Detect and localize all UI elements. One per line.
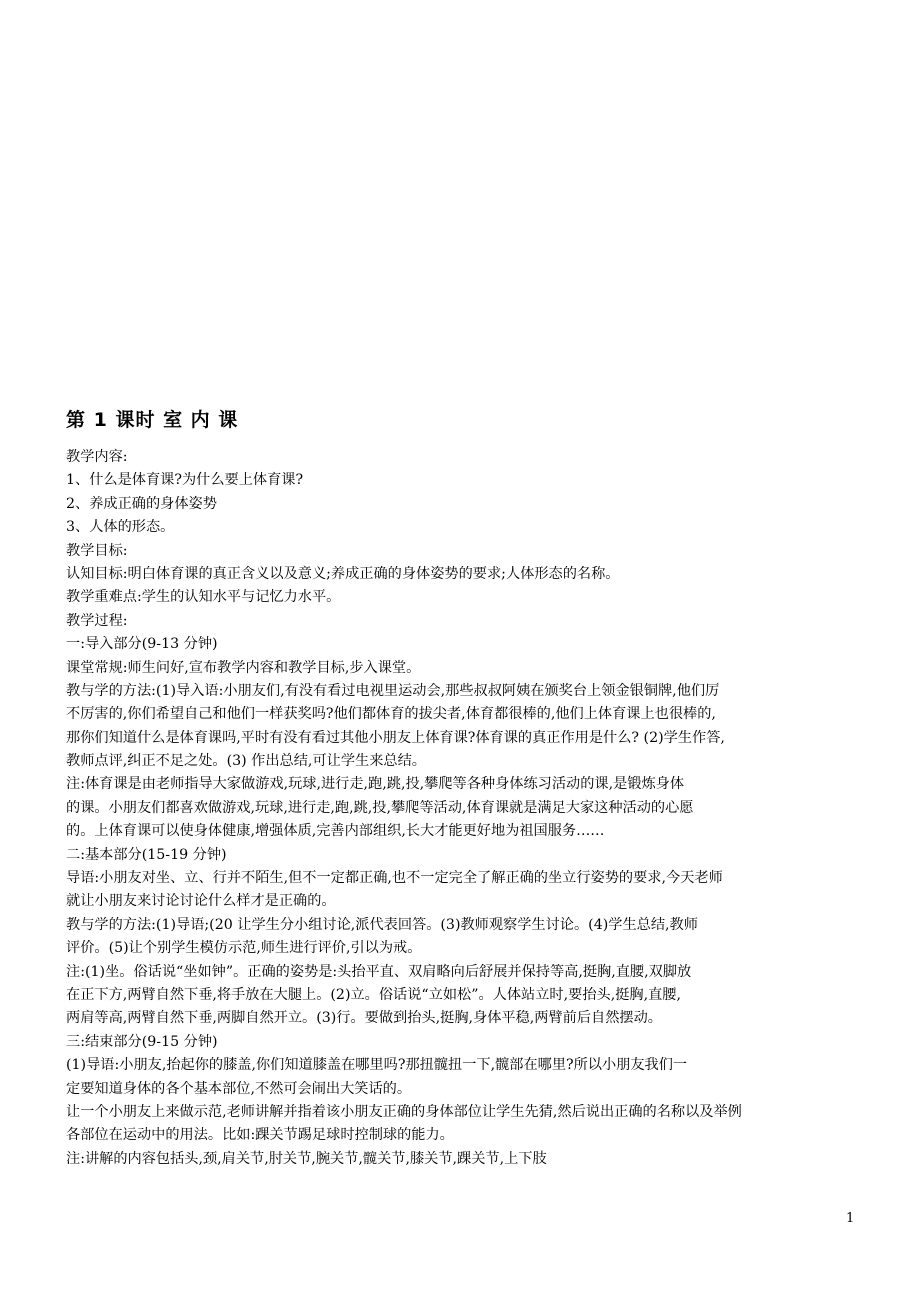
text-line: 认知目标:明白体育课的真正含义以及意义;养成正确的身体姿势的要求;人体形态的名称。 — [66, 565, 620, 582]
lesson-body — [66, 446, 856, 1171]
text-line: 教学内容: — [66, 449, 128, 465]
text-line: 两肩等高,两臂自然下垂,两脚自然开立。(3)行。要做到抬头,挺胸,身体平稳,两臂前后自然摆动。 — [66, 1010, 662, 1027]
text-line: 导语:小朋友对坐、立、行并不陌生,但不一定都正确,也不一定完全了解正确的坐立行姿势的要求,今天老师 — [66, 870, 723, 887]
text-line: 不厉害的,你们希望自己和他们一样获奖吗?他们都体育的拔尖者,体育都很棒的,他们上体育课上也很棒的, — [66, 706, 716, 723]
text-line: 一:导入部分(9-13 分钟) — [66, 636, 218, 653]
text-line: 教师点评,纠正不足之处。(3) 作出总结,可让学生来总结。 — [66, 753, 426, 770]
text-line: 评价。(5)让个别学生模仿示范,师生进行评价,引以为戒。 — [66, 940, 422, 957]
lesson-title: 第 1 课时 室 内 课 — [66, 409, 239, 431]
text-line: 课堂常规:师生问好,宣布教学内容和教学目标,步入课堂。 — [66, 659, 421, 676]
text-line: 的课。小朋友们都喜欢做游戏,玩球,进行走,跑,跳,投,攀爬等活动,体育课就是满足大家这种活动的心愿 — [66, 799, 694, 816]
text-line: 1、什么是体育课?为什么要上体育课? — [66, 472, 304, 489]
text-line: 二:基本部分(15-19 分钟) — [66, 846, 227, 863]
text-line: 就让小朋友来讨论讨论什么样才是正确的。 — [66, 893, 336, 910]
text-line: 那你们知道什么是体育课吗,平时有没有看过其他小朋友上体育课?体育课的真正作用是什么? (2)学生作答, — [66, 729, 725, 746]
text-line: 3、人体的形态。 — [66, 519, 175, 536]
text-line: 教与学的方法:(1)导入语:小朋友们,有没有看过电视里运动会,那些叔叔阿姨在颁奖台上领金银铜牌,他们厉 — [66, 682, 720, 699]
text-line: 教学重难点:学生的认知水平与记忆力水平。 — [66, 589, 341, 606]
text-line: 2、养成正确的身体姿势 — [66, 495, 217, 512]
text-line: 教学目标: — [66, 542, 128, 559]
text-line: 注:(1)坐。俗话说“坐如钟”。正确的姿势是:头抬平直、双肩略向后舒展并保持等高,挺胸,直腰,双脚放 — [66, 963, 692, 980]
text-line: 教学过程: — [66, 612, 128, 629]
text-line: 在正下方,两臂自然下垂,将手放在大腿上。(2)立。俗话说“立如松”。人体站立时,要抬头,挺胸,直腰, — [66, 986, 681, 1003]
text-line: 注:体育课是由老师指导大家做游戏,玩球,进行走,跑,跳,投,攀爬等各种身体练习活动的课,是锻炼身体 — [66, 776, 685, 793]
text-line: 注:讲解的内容包括头,颈,肩关节,肘关节,腕关节,髋关节,膝关节,踝关节,上下肢 — [66, 1150, 547, 1167]
page-number: 1 — [846, 1211, 855, 1226]
text-line: 各部位在运动中的用法。比如:踝关节踢足球时控制球的能力。 — [66, 1127, 454, 1144]
text-line: (1)导语:小朋友,抬起你的膝盖,你们知道膝盖在哪里吗?那扭髋扭一下,髋部在哪里?所以小朋友我们一 — [66, 1057, 688, 1074]
text-line: 定要知道身体的各个基本部位,不然可会闹出大笑话的。 — [66, 1080, 412, 1097]
text-line: 让一个小朋友上来做示范,老师讲解并指着该小朋友正确的身体部位让学生先猜,然后说出正确的名称以及举例 — [66, 1103, 742, 1120]
text-line: 三:结束部分(9-15 分钟) — [66, 1033, 218, 1050]
text-line: 的。上体育课可以使身体健康,增强体质,完善内部组织,长大才能更好地为祖国服务…… — [66, 823, 605, 840]
text-line: 教与学的方法:(1)导语;(20 让学生分小组讨论,派代表回答。(3)教师观察学生讨论。(4)学生总结,教师 — [66, 916, 698, 933]
